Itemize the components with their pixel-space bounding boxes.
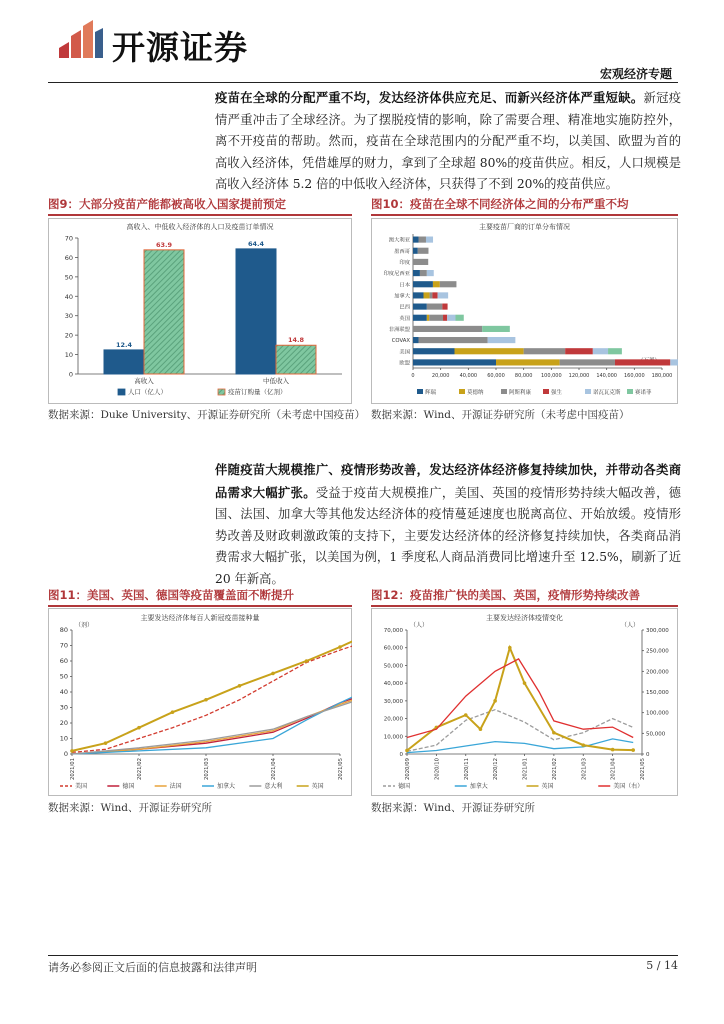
bar-segment	[433, 281, 440, 287]
legend-label: 加拿大	[217, 783, 236, 790]
x-tick-label: 2021/01	[70, 758, 76, 781]
x-tick-label: 140,000	[596, 373, 618, 379]
y2-tick-label: 0	[646, 752, 650, 758]
data-label: 12.4	[115, 340, 133, 349]
x-tick-label: 0	[411, 373, 415, 379]
bar-segment	[413, 270, 420, 276]
x-tick-label: 2021/04	[271, 758, 277, 781]
bar-segment	[427, 304, 442, 310]
fig10-chart	[371, 218, 678, 404]
legend-label: 美国（右）	[613, 783, 644, 790]
fig10-title-rule	[371, 214, 678, 216]
legend-label: 意大利	[264, 783, 283, 790]
bar-segment	[432, 292, 437, 298]
x-tick-label: 160,000	[623, 373, 645, 379]
bar-segment	[438, 292, 449, 298]
bar-segment	[440, 281, 457, 287]
y-tick-label: 70	[59, 641, 68, 650]
y-tick-label: 巴西	[399, 304, 410, 311]
company-name: 开源证券	[112, 28, 248, 67]
y-tick-label: 80	[59, 626, 68, 634]
y-tick-label: 印度	[399, 259, 410, 266]
y-tick-label: 60,000	[383, 645, 403, 652]
legend-label: 疫苗订购量（亿剂）	[228, 388, 287, 396]
y-tick-label: 印度尼西亚	[383, 271, 410, 278]
bar-segment	[418, 248, 429, 254]
fig12-title-rule	[371, 605, 678, 607]
bar-segment	[608, 348, 622, 354]
legend-label: 英国	[311, 783, 324, 790]
x-tick-label: 2021/05	[338, 758, 344, 781]
x-tick-label: 80,000	[514, 373, 533, 379]
y-tick-label: 50	[64, 273, 73, 282]
fig10-source: 数据来源：Wind、开源证券研究所（未考虑中国疫苗）	[371, 409, 630, 421]
fig11-title-rule	[48, 605, 352, 607]
y-tick-label: 40	[64, 292, 73, 301]
header-divider	[48, 82, 678, 83]
legend-label: 阿斯利康	[509, 390, 532, 396]
x-tick-label: 2021/02	[551, 758, 558, 781]
page-number: 5 / 14	[646, 959, 678, 972]
fig12-title: 图12：疫苗推广快的美国、英国，疫情形势持续改善	[371, 588, 641, 602]
y-axis-label: （剂）	[75, 622, 94, 629]
fig12-chart	[371, 608, 678, 796]
series-marker	[523, 681, 527, 685]
legend-label: 德国	[398, 783, 411, 790]
series-marker	[581, 743, 585, 747]
legend-swatch	[501, 389, 507, 394]
x-tick-label: 2020/09	[405, 758, 411, 781]
bar-segment	[455, 315, 463, 321]
series-marker	[238, 684, 242, 688]
y-tick-label: 10	[59, 734, 68, 743]
legend-swatch	[585, 389, 591, 394]
footer-divider	[48, 955, 678, 956]
bar-segment	[413, 292, 424, 298]
y-tick-label: 30,000	[383, 698, 403, 705]
bar-segment	[413, 359, 496, 365]
bar-segment	[496, 359, 560, 365]
x-tick-label: 2021/03	[581, 758, 588, 781]
y-tick-label: 40,000	[383, 681, 403, 688]
y-tick-label: COVAX	[391, 338, 410, 345]
chart-frame	[49, 219, 352, 404]
x-tick-label: 40,000	[459, 373, 478, 379]
legend-label: 强生	[551, 390, 563, 396]
y2-tick-label: 150,000	[646, 690, 669, 696]
fig11-source: 数据来源：Wind、开源证券研究所	[48, 802, 212, 814]
y-tick-label: 70,000	[383, 628, 403, 634]
series-marker	[479, 727, 483, 731]
x-tick-label: 60,000	[487, 373, 505, 379]
series-marker	[611, 748, 615, 752]
y-tick-label: 50	[59, 672, 68, 681]
x-tick-label: 2021/01	[522, 758, 529, 781]
y-tick-label: 0	[399, 752, 403, 758]
x-tick-label: 2021/05	[640, 758, 646, 781]
x-tick-label: 120,000	[568, 373, 590, 379]
x-tick-label: 中低收入	[263, 377, 289, 385]
series-marker	[271, 672, 275, 676]
series-marker	[104, 741, 108, 745]
intro-paragraph	[215, 87, 681, 196]
x-tick-label: 2021/03	[204, 758, 210, 781]
series-marker	[405, 749, 409, 753]
y-tick-label: 欧盟	[399, 360, 410, 367]
fig9-title-rule	[48, 214, 352, 216]
x-tick-label: 100,000	[540, 373, 562, 379]
series-marker	[508, 646, 512, 650]
bar-segment	[565, 348, 593, 354]
bar-segment	[430, 292, 433, 298]
bar-segment	[427, 315, 429, 321]
y2-tick-label: 200,000	[646, 669, 669, 676]
y-tick-label: 10,000	[383, 734, 403, 741]
bar-segment	[429, 315, 443, 321]
series-marker	[493, 699, 497, 703]
fig9-source: 数据来源：Duke University、开源证券研究所（未考虑中国疫苗）	[48, 409, 366, 421]
legend-swatch	[118, 389, 125, 395]
bar-population	[104, 350, 144, 374]
bar-segment	[443, 315, 447, 321]
y2-tick-label: 50,000	[646, 731, 666, 738]
series-marker	[70, 749, 74, 753]
bar-segment	[560, 359, 615, 365]
y-tick-label: 20,000	[383, 716, 403, 723]
series-marker	[305, 659, 309, 663]
bar-segment	[442, 304, 447, 310]
chart-title: 主要发达经济体疫情变化	[486, 614, 563, 622]
bar-segment	[413, 315, 427, 321]
y-axis-label: （人）	[410, 622, 429, 629]
chart-title: 高收入、中低收入经济体的人口及疫苗订单情况	[126, 223, 274, 231]
legend-label: 美国	[75, 783, 88, 790]
y-tick-label: 美国	[399, 349, 410, 356]
bar-segment	[426, 237, 433, 243]
legend-swatch	[627, 389, 633, 394]
bar-orders	[276, 345, 316, 374]
x-tick-label: 20,000	[431, 373, 450, 379]
x-tick-label: 2021/02	[137, 758, 143, 781]
y-tick-label: 日本	[399, 282, 410, 289]
series-marker	[171, 710, 175, 714]
data-label: 63.9	[155, 240, 173, 249]
bar-segment	[413, 281, 433, 287]
legend-label: 法国	[169, 783, 182, 790]
y-tick-label: 60	[64, 253, 73, 262]
bar-segment	[615, 359, 670, 365]
series-marker	[204, 698, 208, 702]
x-tick-label: 2020/11	[463, 758, 470, 781]
y-tick-label: 10	[64, 351, 73, 360]
y-tick-label: 英国	[399, 315, 410, 322]
bar-segment	[670, 359, 678, 365]
bar-segment	[419, 337, 488, 343]
bar-segment	[455, 348, 524, 354]
legend-label: 诺瓦瓦克斯	[593, 390, 621, 396]
bar-segment	[420, 270, 427, 276]
bar-segment	[427, 270, 434, 276]
x-tick-label: 2021/04	[610, 758, 617, 781]
section2-paragraph	[215, 459, 681, 590]
y-tick-label: 30	[59, 703, 68, 712]
legend-label: 辉瑞	[425, 390, 437, 396]
report-type: 宏观经济专题	[599, 67, 672, 81]
series-marker	[464, 713, 468, 717]
fig9-chart	[48, 218, 352, 404]
bar-segment	[413, 326, 482, 332]
x-tick-label: 2020/10	[434, 758, 441, 781]
bar-orders	[144, 250, 184, 374]
y-tick-label: 非洲联盟	[388, 326, 410, 333]
y-tick-label: 0	[68, 370, 73, 379]
bar-segment	[413, 248, 418, 254]
bar-segment	[482, 326, 510, 332]
y-tick-label: 30	[64, 312, 73, 321]
data-label: 14.8	[287, 336, 305, 345]
bar-segment	[413, 337, 419, 343]
y-tick-label: 40	[59, 688, 68, 696]
x-tick-label: 高收入	[134, 377, 154, 385]
y-tick-label: 50,000	[383, 663, 403, 670]
series-marker	[631, 748, 635, 752]
legend-label: 人口（亿人）	[128, 388, 167, 396]
legend-swatch	[218, 389, 225, 395]
y2-tick-label: 300,000	[646, 628, 669, 634]
chart-title: 主要疫苗厂商的订单分布情况	[479, 223, 570, 231]
y-tick-label: 澳大利亚	[388, 237, 410, 244]
chart-title: 主要发达经济体每百人新冠疫苗接种量	[140, 614, 260, 622]
intro-body: 新冠疫情严重冲击了全球经济。为了摆脱疫情的影响，除了需要合理、精准地实施防控外，离不开疫苗的帮助。然而，疫苗在全球范围内的分配严重不均，以美国、欧盟为首的高收入经济体，凭借雄厚的财力，拿到了全球超 80%的疫苗供应。相反，人口规模是高收入经济体 5.2 倍的中低收入经济体，只获得了不到 20%的疫苗供应。	[215, 91, 681, 191]
y2-axis-label: （人）	[620, 622, 639, 629]
legend-swatch	[417, 389, 423, 394]
bar-segment	[413, 259, 428, 265]
logo-mark-icon	[55, 18, 107, 62]
series-marker	[338, 645, 342, 649]
fig11-chart	[48, 608, 352, 796]
y-tick-label: 20	[59, 719, 68, 727]
y-tick-label: 20	[64, 331, 73, 340]
bar-segment	[447, 315, 455, 321]
bar-segment	[488, 337, 516, 343]
series-marker	[137, 726, 141, 730]
fig9-title: 图9：大部分疫苗产能都被高收入国家提前预定	[48, 197, 286, 211]
bar-segment	[413, 348, 455, 354]
section2-heading: 伴随疫苗大规模推广、疫情形势改善，发达经济体经济修复持续加快，并带动各类商品需求大幅扩张。	[215, 462, 681, 500]
y-tick-label: 加拿大	[394, 293, 410, 300]
bar-population	[236, 249, 276, 374]
y2-tick-label: 250,000	[646, 648, 669, 655]
intro-heading: 疫苗在全球的分配严重不均，发达经济体供应充足、而新兴经济体严重短缺。	[215, 90, 644, 105]
fig12-source: 数据来源：Wind、开源证券研究所	[371, 802, 535, 814]
y2-tick-label: 100,000	[646, 710, 669, 717]
company-logo	[55, 18, 107, 62]
x-tick-label: 2020/12	[493, 758, 500, 781]
section2-body: 受益于疫苗大规模推广，美国、英国的疫情形势持续大幅改善，德国、法国、加拿大等其他发达经济体的疫情蔓延速度也脱离高位、开始放缓。疫情形势改善及财政刺激政策的支持下，主要发达经济体的经济修复持续加快，各类商品消费需求大幅扩张，以美国为例，1 季度私人商品消费同比增速升至 12.5%，刷新了近 20 年新高。	[215, 485, 681, 586]
bar-segment	[593, 348, 608, 354]
legend-swatch	[543, 389, 549, 394]
legend-swatch	[459, 389, 465, 394]
series-marker	[552, 731, 556, 735]
bar-segment	[524, 348, 566, 354]
x-tick-label: 180,000	[651, 373, 673, 379]
y-tick-label: 70	[64, 234, 73, 243]
fig10-title: 图10：疫苗在全球不同经济体之间的分布严重不均	[371, 197, 629, 211]
legend-label: 德国	[122, 783, 135, 790]
y-tick-label: 墨西哥	[394, 248, 410, 255]
bar-segment	[413, 237, 419, 243]
bar-segment	[419, 237, 426, 243]
bar-segment	[413, 304, 427, 310]
legend-label: 莫德纳	[467, 390, 484, 396]
legend-label: 加拿大	[469, 783, 488, 790]
legend-label: 赛诺菲	[635, 390, 652, 396]
bar-segment	[424, 292, 430, 298]
data-label: 64.4	[247, 239, 265, 248]
y-tick-label: 0	[63, 750, 68, 758]
footer-disclaimer: 请务必参阅正文后面的信息披露和法律声明	[48, 961, 257, 974]
fig11-title: 图11：美国、英国、德国等疫苗覆盖面不断提升	[48, 588, 295, 602]
legend-label: 英国	[541, 783, 554, 790]
y-tick-label: 60	[59, 657, 68, 665]
